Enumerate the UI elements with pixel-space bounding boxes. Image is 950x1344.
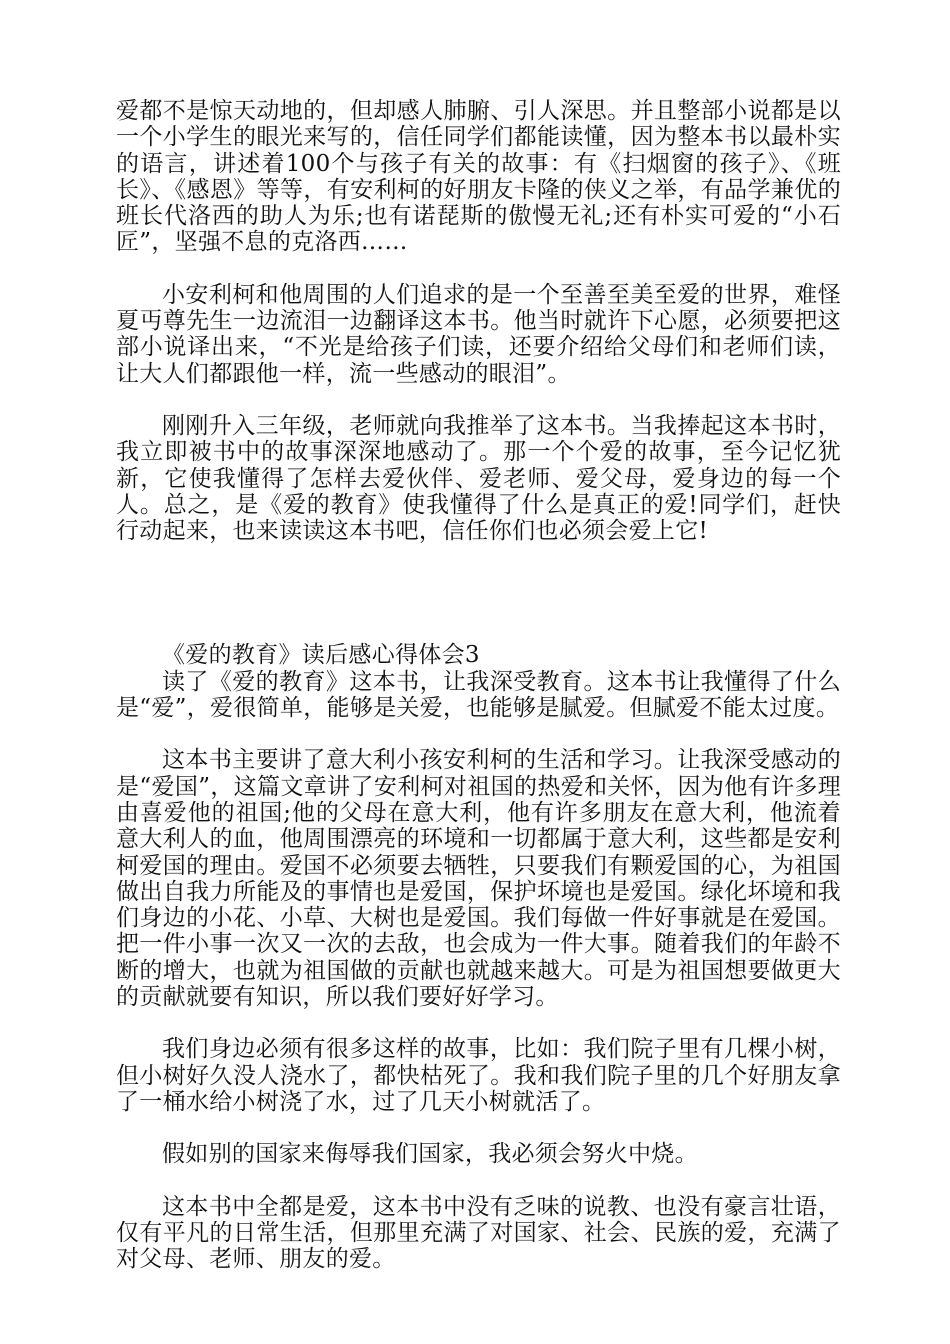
paragraph: 这本书主要讲了意大利小孩安利柯的生活和学习。让我深受感动的是“爱国”，这篇文章讲了安利柯对祖国的热爱和关怀，因为他有许多理由喜爱他的祖国;他的父母在意大利，他有许多朋友在意大利，他流着意大利人的血，他周围漂亮的环境和一切都属于意大利，这些都是安利柯爱国的理由。爱国不必须要去牺牲，只要我们有颗爱国的心，为祖国做出自我力所能及的事情也是爱国，保护坏境也是爱国。绿化坏境和我们身边的小花、小草、大树也是爱国。我们每做一件好事就是在爱国。把一件小事一次又一次的去敌，也会成为一件大事。随着我们的年龄不断的增大，也就为祖国做的贡献也就越来越大。可是为祖国想要做更大的贡献就要有知识，所以我们要好好学习。 bbox=[116, 747, 841, 1011]
paragraph: 小安利柯和他周围的人们追求的是一个至善至美至爱的世界，难怪夏丏尊先生一边流泪一边翻译这本书。他当时就许下心愿，必须要把这部小说译出来，“不光是给孩子们读，还要介绍给父母们和老师们读，让大人们都跟他一样，流一些感动的眼泪”。 bbox=[116, 281, 841, 387]
paragraph: 读了《爱的教育》这本书，让我深受教育。这本书让我懂得了什么是“爱”，爱很简单，能够是关爱，也能够是腻爱。但腻爱不能太过度。 bbox=[116, 668, 841, 722]
paragraph: 刚刚升入三年级，老师就向我推举了这本书。当我捧起这本书时，我立即被书中的故事深深地感动了。那一个个爱的故事，至今记忆犹新，它使我懂得了怎样去爱伙伴、爱老师、爱父母，爱身边的每一个人。总之，是《爱的教育》使我懂得了什么是真正的爱!同学们，赶快行动起来，也来读读这本书吧，信任你们也必须会爱上它! bbox=[116, 412, 841, 545]
paragraph-continued: 爱都不是惊天动地的，但却感人肺腑、引人深思。并且整部小说都是以一个小学生的眼光来写的，信任同学们都能读懂，因为整本书以最朴实的语言，讲述着100个与孩子有关的故事：有《扫烟窗的孩子》、《班长》、《感恩》等等，有安利柯的好朋友卡隆的侠义之举，有品学兼优的班长代洛西的助人为乐;也有诺琵斯的傲慢无礼;还有朴实可爱的“小石匠”，坚强不息的克洛西…… bbox=[116, 98, 841, 256]
paragraph: 假如别的国家来侮辱我们国家，我必须会努火中烧。 bbox=[162, 1141, 698, 1168]
paragraph: 这本书中全都是爱，这本书中没有乏味的说教、也没有豪言壮语，仅有平凡的日常生活，但那里充满了对国家、社会、民族的爱，充满了对父母、老师、朋友的爱。 bbox=[116, 1193, 841, 1273]
document-body bbox=[116, 98, 841, 1298]
section-title: 《爱的教育》读后感心得体会3 bbox=[162, 642, 480, 669]
paragraph: 我们身边必须有很多这样的故事，比如：我们院子里有几棵小树，但小树好久没人浇水了，都快枯死了。我和我们院子里的几个好朋友拿了一桶水给小树浇了水，过了几天小树就活了。 bbox=[116, 1036, 841, 1115]
